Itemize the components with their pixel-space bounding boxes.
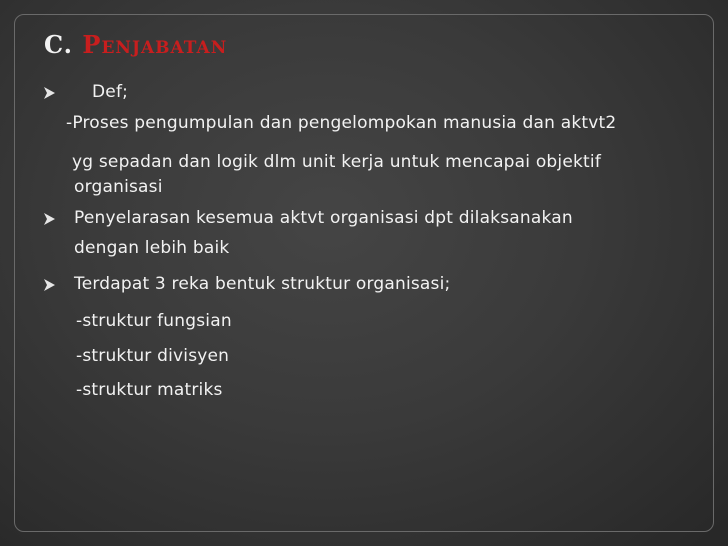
- body-line-penyelarasan-2: dengan lebih baik: [74, 238, 230, 258]
- body-line-definition-3: organisasi: [74, 177, 163, 197]
- body-line-struktur-matriks: -struktur matriks: [76, 380, 223, 400]
- body-line-definition-2: yg sepadan dan logik dlm unit kerja untuk mencapai objektif: [72, 152, 602, 172]
- arrowhead-bullet-icon: [42, 86, 56, 100]
- body-line-def: Def;: [92, 82, 129, 102]
- arrowhead-bullet-icon: [42, 278, 56, 292]
- arrowhead-bullet-icon: [42, 212, 56, 226]
- body-line-struktur-intro: Terdapat 3 reka bentuk struktur organisasi;: [74, 274, 451, 294]
- body-line-struktur-fungsian: -struktur fungsian: [76, 311, 232, 331]
- title-name: Penjabatan: [82, 30, 228, 59]
- title-prefix: C.: [44, 30, 74, 59]
- body-line-struktur-divisyen: -struktur divisyen: [76, 346, 230, 366]
- slide-title: [44, 30, 227, 60]
- body-line-definition-1: -Proses pengumpulan dan pengelompokan manusia dan aktvt2: [66, 113, 617, 133]
- body-line-penyelarasan-1: Penyelarasan kesemua aktvt organisasi dpt dilaksanakan: [74, 208, 573, 228]
